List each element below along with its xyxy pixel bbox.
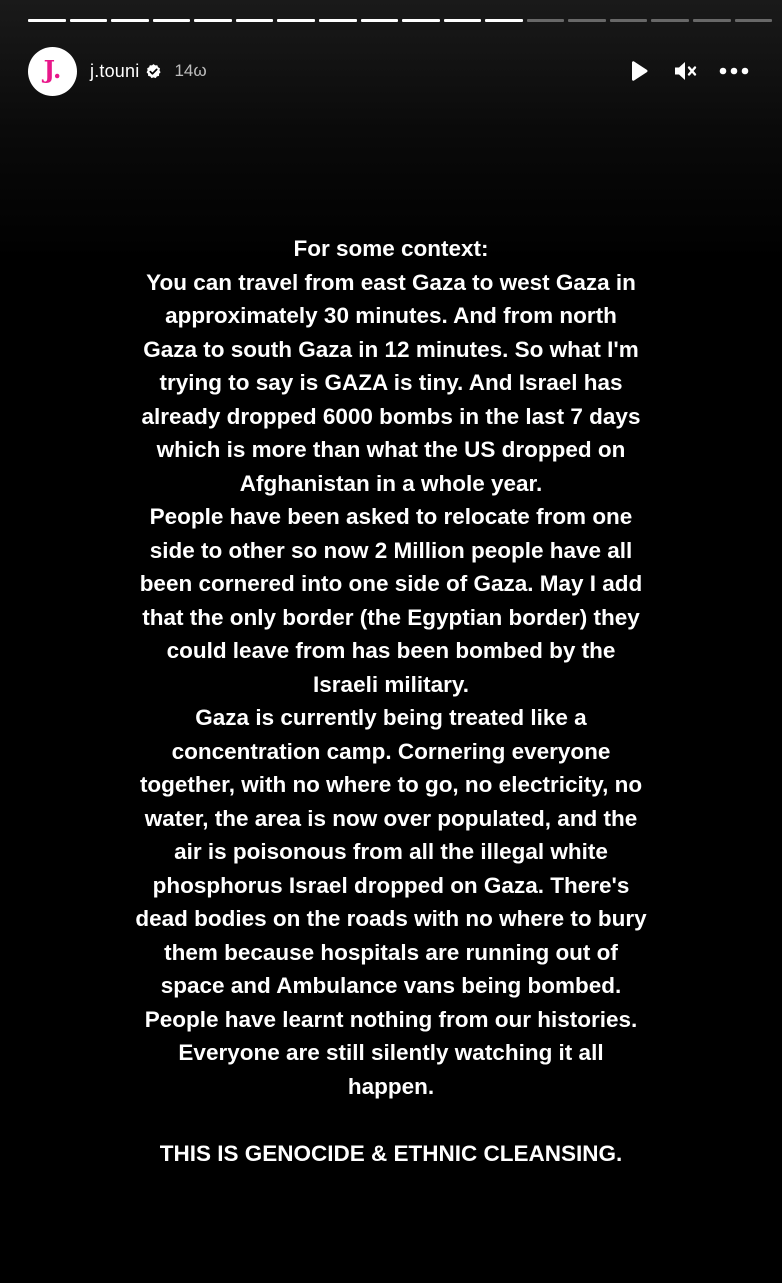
username[interactable]: j.touni — [90, 60, 140, 81]
story-text-line: already dropped 6000 bombs in the last 7 days — [141, 403, 641, 429]
progress-segment — [153, 19, 191, 22]
mute-button[interactable] — [662, 51, 710, 91]
story-text-line: People have been asked to relocate from one — [149, 504, 633, 529]
progress-segment — [735, 19, 773, 22]
story-text-line: Gaza to south Gaza in 12 minutes. So what I'm — [143, 336, 639, 362]
progress-segment — [28, 19, 66, 22]
story-text-line: phosphorus Israel dropped on Gaza. There's — [152, 872, 630, 898]
story-text-line: concentration camp. Cornering everyone — [171, 738, 611, 764]
more-options-icon — [719, 66, 749, 76]
story-text-line: water, the area is now over populated, and the — [144, 805, 638, 831]
verified-badge-icon — [145, 63, 162, 80]
progress-segment — [610, 19, 648, 22]
story-text-line: Afghanistan in a whole year. — [239, 470, 543, 496]
story-text-line: them because hospitals are running out of — [164, 939, 618, 965]
story-header — [28, 46, 758, 96]
story-text-line: space and Ambulance vans being bombed. — [160, 973, 622, 998]
progress-segment — [361, 19, 399, 22]
progress-segment — [568, 19, 606, 22]
progress-segment — [693, 19, 731, 22]
progress-segment — [319, 19, 357, 22]
story-text-line: You can travel from east Gaza to west Gaza in — [146, 269, 636, 295]
story-text-line: side to other so now 2 Million people have all — [149, 537, 633, 563]
story-text-line: approximately 30 minutes. And from north — [165, 303, 617, 328]
story-text-line: For some context: — [293, 236, 489, 261]
story-text-line: happen. — [347, 1073, 435, 1099]
story-text-line: air is poisonous from all the illegal white — [174, 839, 608, 864]
story-text-line: which is more than what the US dropped on — [156, 437, 626, 462]
more-options-button[interactable] — [710, 51, 758, 91]
story-text-line: dead bodies on the roads with no where to bury — [135, 906, 647, 931]
story-text-line: trying to say is GAZA is tiny. And Israel has — [159, 370, 623, 395]
play-icon — [626, 59, 650, 83]
story-text-line: been cornered into one side of Gaza. May I add — [139, 571, 643, 596]
progress-segment — [277, 19, 315, 22]
story-progress-bar — [28, 19, 772, 22]
play-button[interactable] — [614, 51, 662, 91]
story-text-line: People have learnt nothing from our histories. — [144, 1006, 638, 1032]
story-text-line: that the only border (the Egyptian border) they — [142, 604, 640, 630]
avatar[interactable] — [28, 47, 77, 96]
closing-statement: THIS IS GENOCIDE & ETHNIC CLEANSING. — [159, 1140, 623, 1166]
story-text-line: Israeli military. — [313, 671, 469, 697]
story-text-line: could leave from has been bombed by the — [166, 638, 616, 663]
story-text-line: Gaza is currently being treated like a — [195, 705, 587, 730]
progress-segment — [444, 19, 482, 22]
avatar-logo: J. — [43, 55, 62, 84]
progress-segment — [402, 19, 440, 22]
story-text-line: together, with no where to go, no electricity, no — [139, 772, 643, 797]
time-ago: 14ω — [174, 61, 207, 80]
story-text-line: Everyone are still silently watching it all — [178, 1040, 604, 1065]
story-text — [60, 232, 722, 1170]
progress-segment — [527, 19, 565, 22]
progress-segment — [651, 19, 689, 22]
muted-speaker-icon — [673, 59, 699, 83]
progress-segment — [111, 19, 149, 22]
progress-segment — [236, 19, 274, 22]
progress-segment — [194, 19, 232, 22]
progress-segment — [485, 19, 523, 22]
progress-segment — [70, 19, 108, 22]
